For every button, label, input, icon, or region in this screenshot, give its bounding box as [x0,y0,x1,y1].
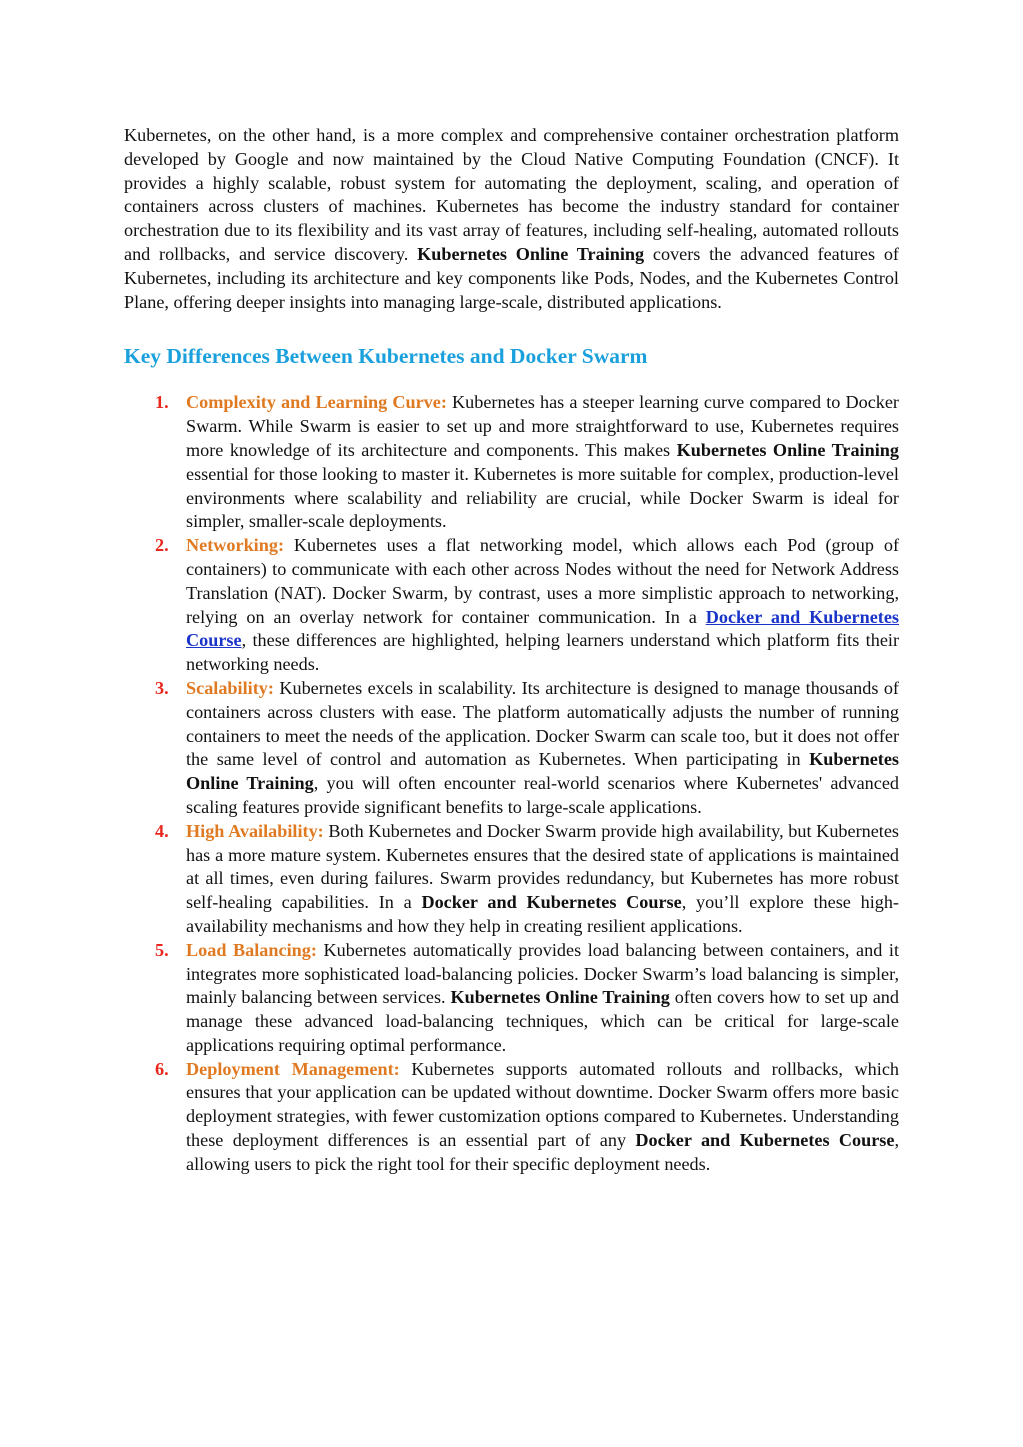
list-number: 2. [155,535,169,556]
item-term: High Availability: [186,820,324,841]
list-item-deployment-management [124,1058,899,1177]
list-number: 5. [155,939,169,960]
item-bold-term: Docker and Kubernetes Course [421,892,682,913]
list-item-load-balancing [124,939,899,1058]
item-bold-term: Kubernetes Online Training [450,987,670,1008]
differences-list [124,391,899,1176]
item-text: Both Kubernetes and Docker Swarm provide high availability, but Kubernetes has a more mature system. Kubernetes ensures that the desired state of applications is maintained at all times, even during failures. Swarm provides redundancy, but Kubernetes has more robust self-healing capabilities. In a [186,820,900,913]
section-heading: Key Differences Between Kubernetes and Docker Swarm [124,344,648,369]
item-bold-term: Kubernetes Online Training [186,749,899,794]
list-number: 1. [155,392,169,413]
list-number: 6. [155,1058,169,1079]
item-text-2: , you’ll explore these high-availability mechanisms and how they help in creating resilient applications. [186,892,899,936]
item-text-2: , these differences are highlighted, helping learners understand which platform fits their networking needs. [186,630,899,675]
intro-bold-term: Kubernetes Online Training [417,243,645,264]
item-term: Deployment Management: [186,1058,400,1079]
course-link[interactable]: Docker and Kubernetes Course [186,606,899,651]
item-bold-term: Kubernetes Online Training [676,439,899,460]
intro-text-2: covers the advanced features of Kubernetes, including its architecture and key components like Pods, Nodes, and the Kubernetes Control Plane, offering deeper insights into managing large-scale, distributed applications. [124,243,899,312]
item-text-2: essential for those looking to master it. Kubernetes is more suitable for complex, production-level environments where scalability and reliability are crucial, while Docker Swarm is ideal for simpler, smaller-scale deployments. [186,463,899,532]
item-term: Complexity and Learning Curve: [186,392,447,413]
item-text-2: , allowing users to pick the right tool for their specific deployment needs. [186,1130,900,1174]
item-text-2: , you will often encounter real-world scenarios where Kubernetes' advanced scaling features provide significant benefits to large-scale applications. [186,773,899,817]
item-text: Kubernetes uses a flat networking model, which allows each Pod (group of containers) to communicate with each other across Nodes without the need for Network Address Translation (NAT). Docker Swarm, by contrast, uses a more simplistic approach to networking, relying on an overlay network for container communication. In a [186,535,899,627]
intro-paragraph [124,124,899,314]
item-term: Scalability: [186,677,274,698]
document-page [124,124,899,1177]
list-item-networking [124,534,899,677]
list-number: 4. [155,820,169,841]
item-text: Kubernetes has a steeper learning curve compared to Docker Swarm. While Swarm is easier to set up and more straightforward to use, Kubernetes requires more knowledge of its architecture and components. This makes [186,392,899,460]
item-text: Kubernetes excels in scalability. Its architecture is designed to manage thousands of containers across clusters with ease. The platform automatically adjusts the number of running containers to meet the needs of the application. Docker Swarm can scale too, but it does not offer the same level of control and automation as Kubernetes. When participating in [186,677,899,770]
item-text: Kubernetes automatically provides load balancing between containers, and it integrates more sophisticated load-balancing policies. Docker Swarm’s load balancing is simpler, mainly balancing between services. [186,939,900,1008]
list-item-complexity [124,391,899,534]
list-item-high-availability [124,820,899,939]
item-text: Kubernetes supports automated rollouts and rollbacks, which ensures that your application can be updated without downtime. Docker Swarm offers more basic deployment strategies, with fewer customization options compared to Kubernetes. Understanding these deployment differences is an essential part of any [186,1058,899,1151]
item-bold-term: Docker and Kubernetes Course [635,1130,895,1151]
list-number: 3. [155,677,169,698]
item-term: Networking: [186,535,284,556]
item-term: Load Balancing: [186,939,317,960]
intro-text: Kubernetes, on the other hand, is a more complex and comprehensive container orchestration platform developed by Google and now maintained by the Cloud Native Computing Foundation (CNCF). It provides a highly scalable, robust system for automating the deployment, scaling, and operation of containers across clusters of machines. Kubernetes has become the industry standard for container orchestration due to its flexibility and its vast array of features, including self-healing, automated rollouts and rollbacks, and service discovery. [124,125,899,264]
list-item-scalability [124,677,899,820]
item-text-2: often covers how to set up and manage these advanced load-balancing techniques, which can be critical for large-scale applications requiring optimal performance. [186,987,899,1055]
